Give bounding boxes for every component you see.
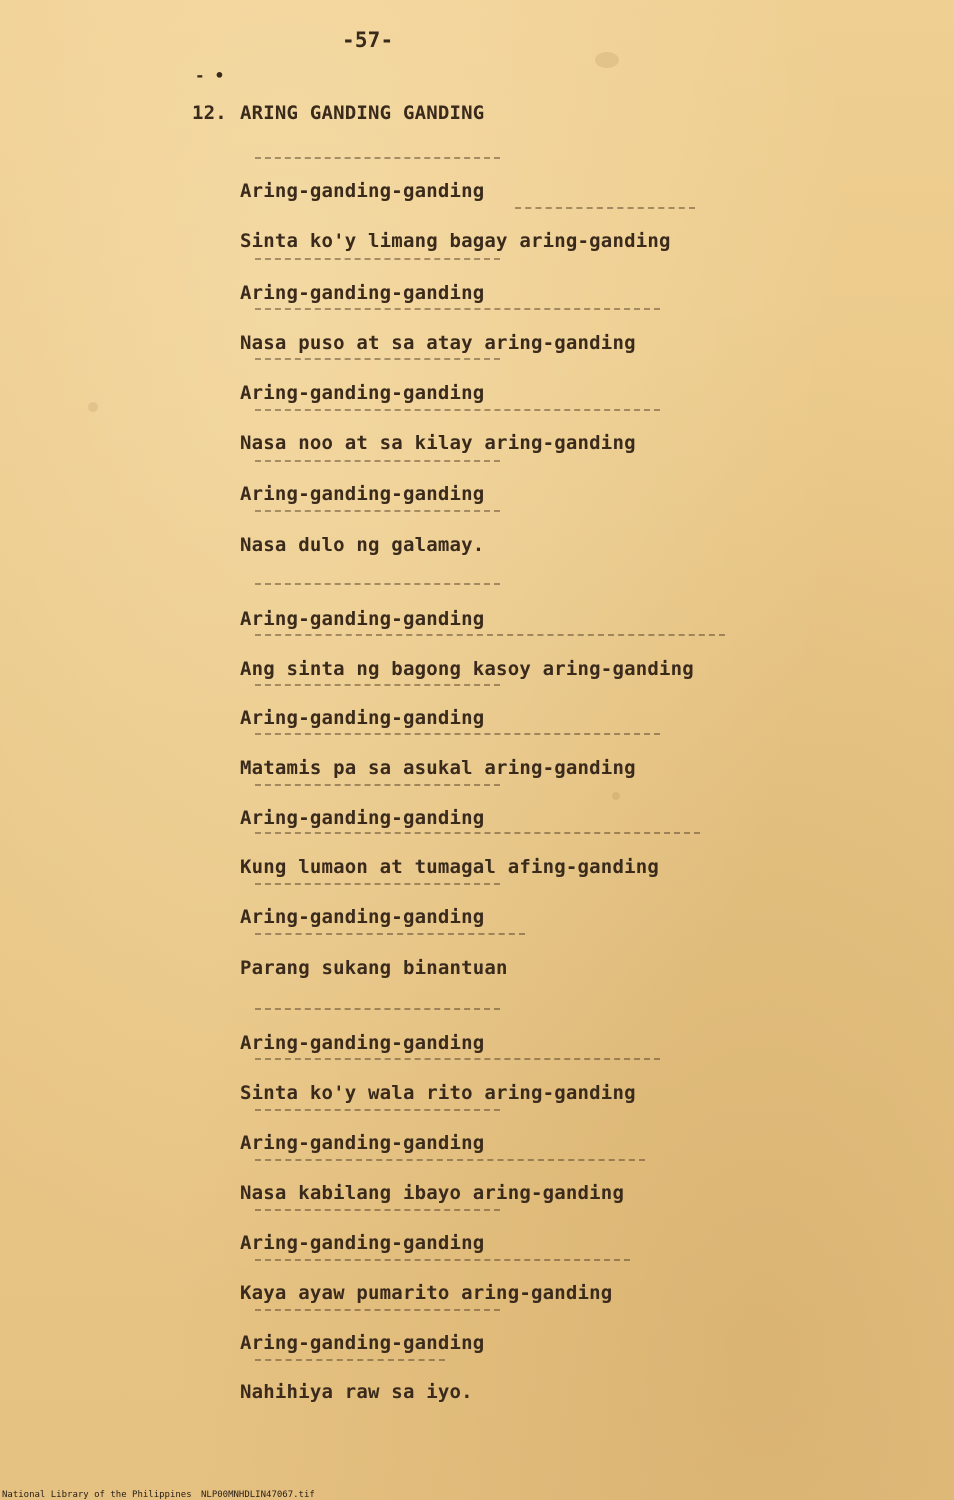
scansion-marks <box>255 933 525 935</box>
scansion-marks <box>255 258 500 260</box>
verse-line: Aring-ganding-ganding <box>240 707 485 729</box>
page-number: -57- <box>342 28 394 52</box>
scansion-marks <box>255 733 660 735</box>
verse-line: Matamis pa sa asukal aring-ganding <box>240 757 636 779</box>
scansion-marks <box>255 883 500 885</box>
scansion-marks <box>255 358 500 360</box>
verse-line: Nahihiya raw sa iyo. <box>240 1381 473 1403</box>
scansion-marks <box>255 1058 660 1060</box>
scansion-marks <box>255 157 500 159</box>
footer-file-name: NLP00MNHDLIN47067.tif <box>201 1490 315 1500</box>
verse-line: Nasa puso at sa atay aring-ganding <box>240 332 636 354</box>
verse-line: Aring-ganding-ganding <box>240 1232 485 1254</box>
verse-line: Aring-ganding-ganding <box>240 1032 485 1054</box>
scansion-marks <box>255 583 500 585</box>
verse-line: Aring-ganding-ganding <box>240 1132 485 1154</box>
scansion-marks <box>255 1359 445 1361</box>
scansion-marks <box>255 1159 645 1161</box>
song-title: ARING GANDING GANDING <box>240 102 485 124</box>
scansion-marks <box>255 1109 500 1111</box>
scansion-marks <box>255 634 725 636</box>
verse-line: Ang sinta ng bagong kasoy aring-ganding <box>240 658 694 680</box>
verse-line: Aring-ganding-ganding <box>240 180 485 202</box>
verse-line: Aring-ganding-ganding <box>240 807 485 829</box>
scansion-marks <box>255 832 700 834</box>
verse-line: Parang sukang binantuan <box>240 957 508 979</box>
paper-stain <box>612 792 620 800</box>
verse-line: Aring-ganding-ganding <box>240 1332 485 1354</box>
verse-line: Nasa dulo ng galamay. <box>240 534 485 556</box>
scansion-marks <box>255 308 660 310</box>
scansion-marks <box>255 510 500 512</box>
song-number: 12. <box>192 102 227 124</box>
paper-stain <box>88 402 98 412</box>
margin-mark: - • <box>195 66 225 85</box>
scansion-marks <box>255 1209 500 1211</box>
verse-line: Aring-ganding-ganding <box>240 483 485 505</box>
paper-stain <box>595 52 619 68</box>
scansion-marks <box>255 1008 500 1010</box>
verse-line: Nasa noo at sa kilay aring-ganding <box>240 432 636 454</box>
verse-line: Kung lumaon at tumagal afing-ganding <box>240 856 660 878</box>
scansion-marks <box>255 784 500 786</box>
verse-line: Sinta ko'y limang bagay aring-ganding <box>240 230 671 252</box>
verse-line: Nasa kabilang ibayo aring-ganding <box>240 1182 625 1204</box>
scansion-marks <box>255 460 500 462</box>
verse-line: Sinta ko'y wala rito aring-ganding <box>240 1082 636 1104</box>
verse-line: Kaya ayaw pumarito aring-ganding <box>240 1282 613 1304</box>
verse-line: Aring-ganding-ganding <box>240 906 485 928</box>
verse-line: Aring-ganding-ganding <box>240 608 485 630</box>
scansion-marks <box>255 684 500 686</box>
verse-line: Aring-ganding-ganding <box>240 282 485 304</box>
scansion-marks <box>515 207 695 209</box>
scansion-marks <box>255 1309 500 1311</box>
scansion-marks <box>255 409 660 411</box>
verse-line: Aring-ganding-ganding <box>240 382 485 404</box>
footer-institution: National Library of the Philippines <box>2 1490 192 1500</box>
scansion-marks <box>255 1259 630 1261</box>
